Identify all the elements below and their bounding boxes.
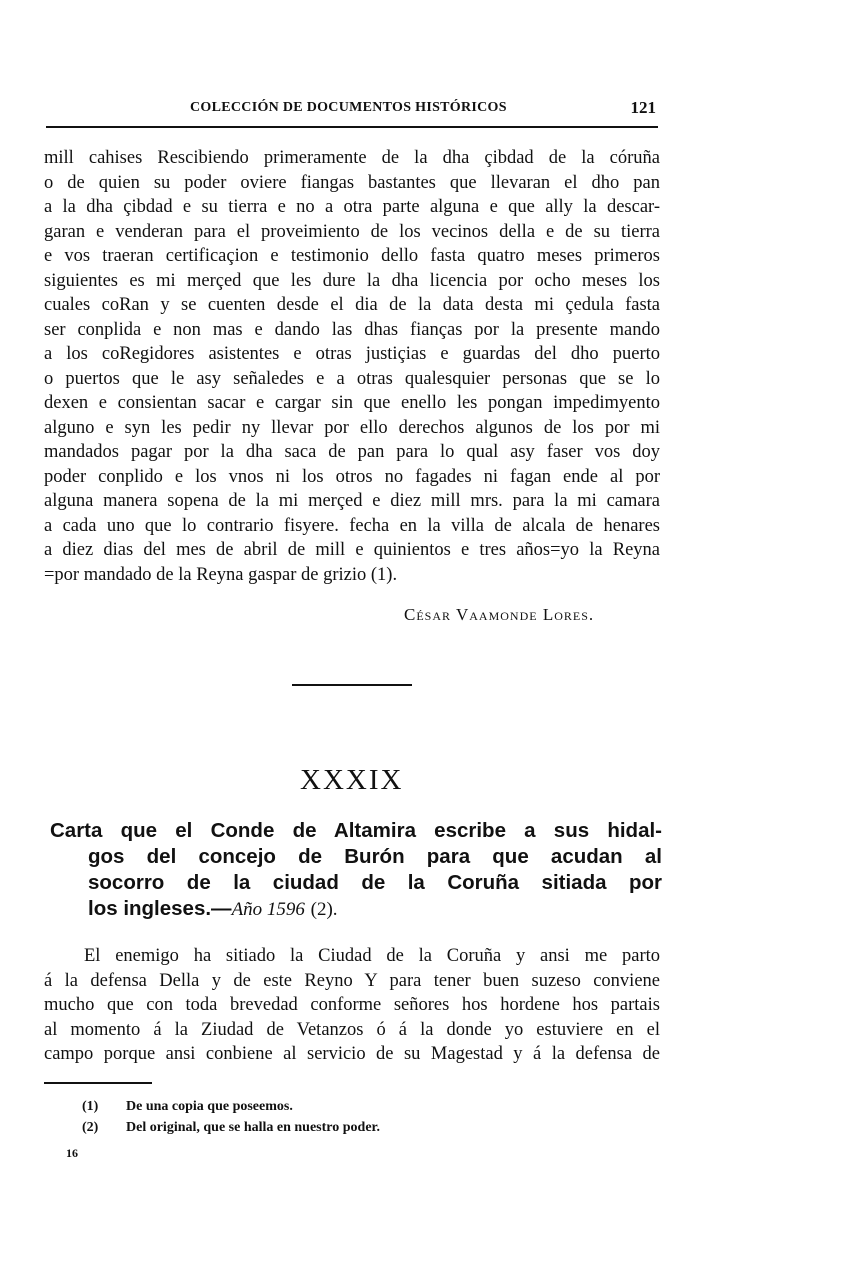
page-number: 121 [630,98,656,117]
body-line: e vos traeran certificaçion e testimonio dello fasta quatro meses primeros [44,246,660,266]
body-line: o de quien su poder oviere fiangas bastantes que llevaran el dho pan [44,172,660,193]
header-title: COLECCIÓN DE DOCUMENTOS HISTÓRICOS [190,100,507,115]
body-line: a la dha çibdad e su tierra e no a otra parte alguna e que ally la descar- [44,197,660,217]
heading-line-last [50,896,662,923]
heading-line: gos del concejo de Burón para que acudan al [88,845,662,868]
body-line: a diez dias del mes de abril de mill e quinientos e tres años=yo la Reyna [44,540,660,560]
body-line: cuales coRan y se cuenten desde el dia de la data desta mi çedula fasta [44,295,660,315]
signature-mark: 16 [66,1146,78,1160]
running-header [46,100,658,120]
footnote [82,1117,380,1138]
body-line: =por mandado de la Reyna gaspar de grizio (1). [44,564,398,585]
author-signature: César Vaamonde Lores. [404,605,595,624]
heading-line-text: los ingleses.— [88,897,232,920]
letter-line: El enemigo ha sitiado la Ciudad de la Coruña y ansi me parto [84,946,660,966]
heading-line: Carta que el Conde de Altamira escribe a sus hidal- [50,819,662,842]
footnote [82,1096,380,1117]
letter-line: á la defensa Della y de este Reyno Y para tener buen suzeso conviene [44,970,660,991]
letter-line: campo porque ansi conbiene al servicio de su Magestad y á la defensa de [44,1044,660,1064]
body-line: alguno e syn les pedir ny llevar por ello derechos algunos de los por mi [44,417,660,438]
body-line: alguna manera sopena de la mi merçed e diez mill mrs. para la mi camara [44,491,660,511]
body-line: ser conplida e non mas e dando las dhas fianças por la presente mando [44,319,660,340]
letter-line: mucho que con toda brevedad conforme señores hos hordene hos partais [44,995,660,1015]
document-body [44,146,660,587]
body-line: dexen e consientan sacar e cargar sin que enello les pongan impedimyento [44,393,660,413]
footnote-mark: (1) [82,1099,99,1114]
body-line: a cada uno que lo contrario fisyere. fecha en la villa de alcala de henares [44,515,660,536]
section-heading [50,818,662,923]
body-line: mill cahises Rescibiendo primeramente de la dha çibdad de la córuña [44,148,660,168]
body-line: poder conplido e los vnos ni los otros no fagades ni fagan ende al por [44,466,660,487]
footnote-reference: (2). [310,899,338,920]
body-line: mandados pagar por la dha saca de pan para lo qual asy faser vos doy [44,442,660,462]
heading-date: Año 1596 [231,899,305,920]
footnote-rule [44,1082,152,1084]
header-rule [46,126,658,128]
heading-line: socorro de la ciudad de la Coruña sitiada por [88,871,662,894]
body-line: a los coRegidores asistentes e otras justiçias e guardas del dho puerto [44,344,660,364]
body-line: siguientes es mi merçed que les dure la dha licencia por ocho meses los [44,270,660,291]
section-number: XXXIX [300,764,404,796]
section-separator [292,684,412,686]
footnotes [82,1096,380,1138]
letter-line: al momento á la Ziudad de Vetanzos ó á la donde yo estuviere en el [44,1019,660,1040]
footnote-text: Del original, que se halla en nuestro poder. [126,1120,380,1135]
body-line: o puertos que le asy señaledes e a otras qualesquier personas que se lo [44,368,660,389]
footnote-mark: (2) [82,1120,99,1135]
footnote-text: De una copia que poseemos. [126,1099,293,1114]
letter-body [44,944,660,1067]
body-line: garan e venderan para el proveimiento de los vecinos della e de su tierra [44,221,660,242]
